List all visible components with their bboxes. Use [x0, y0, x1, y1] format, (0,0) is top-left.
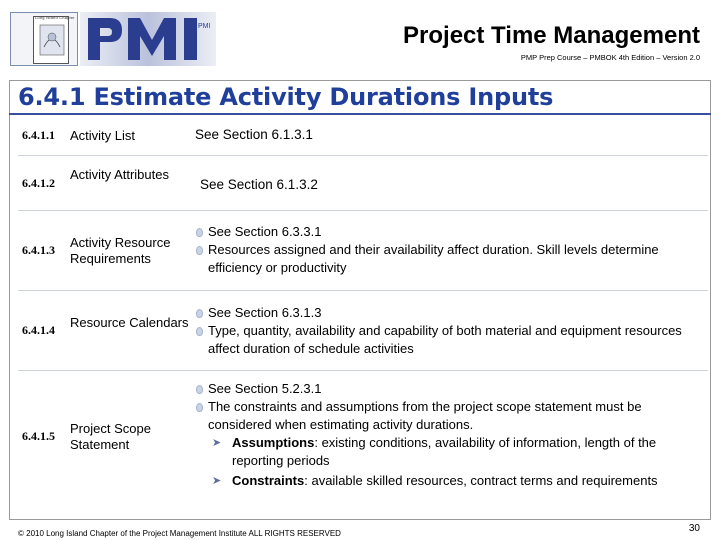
section-number: 6.4.1.1: [22, 128, 55, 142]
table-row: [18, 126, 708, 156]
page-number: 30: [688, 523, 700, 534]
bullet-icon: [196, 403, 203, 412]
row-label: Resource Calendars: [70, 315, 189, 330]
seal-caption: Long Island Chapter: [35, 15, 75, 20]
list-item: [208, 398, 708, 434]
copyright-footer: © 2010 Long Island Chapter of the Project Management Institute ALL RIGHTS RESERVED: [18, 529, 341, 538]
headline-rule: [9, 113, 711, 115]
row-bullets: [208, 304, 708, 358]
row-label: Activity Resource Requirements: [70, 235, 171, 266]
pmi-logo: [10, 12, 216, 66]
arrow-icon: ➤: [212, 437, 222, 449]
section-number: 6.4.1.4: [22, 323, 55, 337]
row-label: Activity Attributes: [70, 167, 169, 182]
table-row: [18, 165, 708, 209]
list-item: [208, 304, 708, 322]
bullet-text: See Section 6.3.1.3: [208, 305, 322, 320]
bullet-text: See Section 6.3.3.1: [208, 224, 322, 239]
section-number: 6.4.1.2: [22, 176, 55, 190]
table-row: [18, 222, 708, 286]
bullet-text: Type, quantity, availability and capability of both material and equipment resources affect duration of schedule activities: [208, 323, 682, 356]
row-text: See Section 6.1.3.1: [195, 127, 313, 142]
sub-text: : existing conditions, availability of information, length of the reporting periods: [232, 435, 657, 468]
sub-text: : available skilled resources, contract terms and requirements: [304, 473, 658, 488]
row-divider: [18, 210, 708, 211]
row-divider: [18, 155, 708, 156]
row-label: Project Scope Statement: [70, 421, 151, 452]
bullet-text: See Section 5.2.3.1: [208, 381, 322, 396]
sub-term: Constraints: [232, 473, 305, 488]
course-subtitle: PMP Prep Course – PMBOK 4th Edition – Version 2.0: [520, 53, 700, 62]
row-bullets: [208, 380, 708, 490]
section-number: 6.4.1.3: [22, 243, 55, 257]
bullet-icon: [196, 309, 203, 318]
row-label: Activity List: [70, 128, 136, 143]
table-row: [18, 380, 708, 500]
bullet-icon: [196, 327, 203, 336]
sub-list-item: [208, 472, 708, 490]
pmi-letters: [80, 12, 216, 66]
list-item: [208, 380, 708, 398]
arrow-icon: ➤: [212, 475, 222, 487]
seal-artwork: [34, 17, 70, 65]
row-divider: [18, 370, 708, 371]
bullet-icon: [196, 246, 203, 255]
bullet-text: The constraints and assumptions from the project scope statement must be considered when estimating activity durations.: [208, 399, 642, 432]
list-item: [208, 223, 708, 241]
bullet-text: Resources assigned and their availability affect duration. Skill levels determine efficiency or productivity: [208, 242, 659, 275]
sub-term: Assumptions: [232, 435, 315, 450]
seal-shield: [33, 16, 69, 64]
row-text: See Section 6.1.3.2: [200, 177, 318, 192]
logo-text: PMI: [198, 23, 211, 30]
bullet-icon: [196, 385, 203, 394]
section-number: 6.4.1.5: [22, 429, 55, 443]
sub-list-item: [208, 434, 708, 470]
bullet-icon: [196, 228, 203, 237]
row-divider: [18, 290, 708, 291]
chapter-seal: [10, 12, 78, 66]
pmi-wordmark: [80, 12, 216, 71]
list-item: [208, 241, 708, 277]
page-title: Project Time Management: [403, 22, 700, 49]
row-bullets: [208, 223, 708, 277]
list-item: [208, 322, 708, 358]
slide-headline: 6.4.1 Estimate Activity Durations Inputs: [18, 83, 554, 111]
table-row: [18, 303, 708, 365]
